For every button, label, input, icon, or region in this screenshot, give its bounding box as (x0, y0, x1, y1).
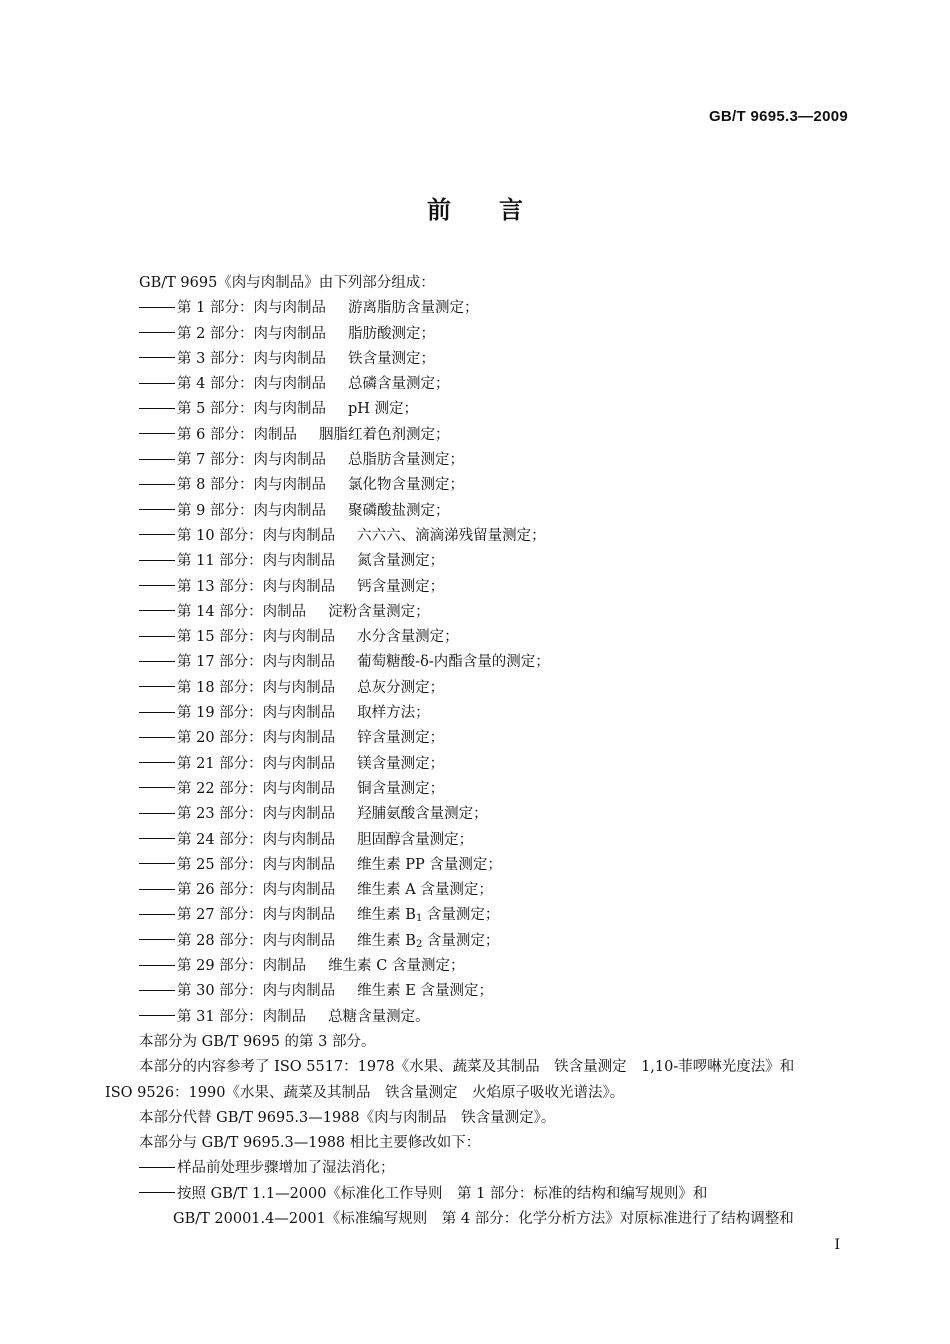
part-topic: 水分含量测定； (357, 629, 459, 646)
part-item (105, 929, 850, 954)
em-dash (139, 737, 175, 738)
em-dash (139, 838, 175, 839)
part-label: 第 14 部分：肉制品 (177, 603, 307, 620)
part-label: 第 25 部分：肉与肉制品 (177, 856, 336, 873)
em-dash (139, 939, 175, 940)
part-item (105, 828, 850, 853)
part-item (105, 1005, 850, 1030)
part-label: 第 20 部分：肉与肉制品 (177, 730, 336, 747)
change-item: 按照 GB/T 1.1—2000《标准化工作导则 第 1 部分：标准的结构和编写规则》和 (105, 1182, 850, 1207)
em-dash (139, 762, 175, 763)
em-dash (139, 914, 175, 915)
paragraph-replaces: 本部分代替 GB/T 9695.3—1988《肉与肉制品 铁含量测定》。 (139, 1109, 556, 1126)
part-topic: 维生素 E 含量测定； (357, 983, 493, 1000)
em-dash (139, 787, 175, 788)
part-topic: 氮含量测定； (357, 553, 445, 570)
em-dash (139, 534, 175, 535)
part-topic: 维生素 PP 含量测定； (357, 856, 502, 873)
part-label: 第 7 部分：肉与肉制品 (177, 452, 326, 469)
em-dash (139, 332, 175, 333)
em-dash (139, 484, 175, 485)
part-item (105, 296, 850, 321)
part-item (105, 347, 850, 372)
part-topic: 聚磷酸盐测定； (347, 502, 450, 519)
part-item (105, 878, 850, 903)
standard-code: GB/T 9695.3—2009 (708, 108, 848, 125)
part-label: 第 3 部分：肉与肉制品 (177, 350, 326, 367)
part-topic: 脂肪酸测定； (347, 325, 435, 342)
paragraph-part-number: 本部分为 GB/T 9695 的第 3 部分。 (139, 1033, 376, 1050)
part-item (105, 575, 850, 600)
part-label: 第 13 部分：肉与肉制品 (177, 578, 336, 595)
part-label: 第 26 部分：肉与肉制品 (177, 882, 336, 899)
change-item: 样品前处理步骤增加了湿法消化； (105, 1156, 850, 1181)
part-topic: 锌含量测定； (357, 730, 445, 747)
part-item (105, 499, 850, 524)
part-label: 第 24 部分：肉与肉制品 (177, 831, 336, 848)
em-dash (139, 1192, 175, 1193)
em-dash (139, 585, 175, 586)
part-topic: pH 测定； (347, 401, 418, 418)
part-topic: 胆固醇含量测定； (357, 831, 474, 848)
em-dash (139, 661, 175, 662)
paragraph-changes-intro: 本部分与 GB/T 9695.3—1988 相比主要修改如下： (139, 1135, 481, 1152)
em-dash (139, 307, 175, 308)
intro-line: GB/T 9695《肉与肉制品》由下列部分组成： (139, 275, 435, 291)
part-item (105, 903, 850, 928)
part-item (105, 600, 850, 625)
part-topic: 镁含量测定； (357, 755, 445, 772)
part-topic: 钙含量测定； (357, 578, 445, 595)
part-item (105, 397, 850, 422)
part-topic: 胭脂红着色剂测定； (318, 426, 450, 443)
part-label: 第 6 部分：肉制品 (177, 426, 297, 443)
part-label: 第 27 部分：肉与肉制品 (177, 907, 336, 924)
part-item (105, 701, 850, 726)
em-dash (139, 990, 175, 991)
part-topic: 游离脂肪含量测定； (347, 300, 479, 317)
part-item (105, 777, 850, 802)
part-label: 第 21 部分：肉与肉制品 (177, 755, 336, 772)
part-label: 第 30 部分：肉与肉制品 (177, 983, 336, 1000)
part-topic: 取样方法； (357, 705, 430, 722)
part-topic: 氯化物含量测定； (347, 477, 464, 494)
part-item (105, 676, 850, 701)
part-label: 第 10 部分：肉与肉制品 (177, 527, 336, 544)
part-item (105, 322, 850, 347)
em-dash (139, 686, 175, 687)
part-label: 第 19 部分：肉与肉制品 (177, 705, 336, 722)
part-topic: 总磷含量测定； (347, 376, 450, 393)
part-label: 第 2 部分：肉与肉制品 (177, 325, 326, 342)
em-dash (139, 357, 175, 358)
part-item (105, 650, 850, 675)
part-item (105, 752, 850, 777)
part-topic: 总脂肪含量测定； (347, 452, 464, 469)
part-label: 第 4 部分：肉与肉制品 (177, 376, 326, 393)
page-number: I (834, 1237, 840, 1253)
part-topic: 总灰分测定； (357, 679, 445, 696)
part-topic: 铜含量测定； (357, 780, 445, 797)
part-label: 第 28 部分：肉与肉制品 (177, 932, 336, 949)
part-topic: 维生素 A 含量测定； (357, 882, 493, 899)
part-label: 第 15 部分：肉与肉制品 (177, 629, 336, 646)
em-dash (139, 509, 175, 510)
em-dash (139, 560, 175, 561)
part-topic: 羟脯氨酸含量测定； (357, 806, 488, 823)
em-dash (139, 610, 175, 611)
em-dash (139, 889, 175, 890)
paragraph-reference-line2: ISO 9526：1990《水果、蔬菜及其制品 铁含量测定 火焰原子吸收光谱法》。 (105, 1084, 625, 1101)
part-item (105, 954, 850, 979)
part-item (105, 726, 850, 751)
part-item (105, 448, 850, 473)
em-dash (139, 965, 175, 966)
em-dash (139, 408, 175, 409)
part-label: 第 31 部分：肉制品 (177, 1008, 307, 1025)
part-label: 第 29 部分：肉制品 (177, 958, 307, 975)
part-item (105, 979, 850, 1004)
em-dash (139, 1167, 175, 1168)
em-dash (139, 383, 175, 384)
em-dash (139, 433, 175, 434)
part-item (105, 524, 850, 549)
part-label: 第 18 部分：肉与肉制品 (177, 679, 336, 696)
part-item (105, 549, 850, 574)
em-dash (139, 863, 175, 864)
part-item (105, 372, 850, 397)
em-dash (139, 636, 175, 637)
part-label: 第 1 部分：肉与肉制品 (177, 300, 326, 317)
part-topic: 总糖含量测定。 (328, 1008, 430, 1025)
part-topic: 维生素 $B_2$ 含量测定； (357, 932, 500, 950)
part-label: 第 9 部分：肉与肉制品 (177, 502, 326, 519)
paragraph-reference-line1: 本部分的内容参考了 ISO 5517：1978《水果、蔬菜及其制品 铁含量测定 1,10-菲啰啉光度法》和 (139, 1059, 795, 1076)
part-topic: 铁含量测定； (347, 350, 435, 367)
part-label: 第 23 部分：肉与肉制品 (177, 806, 336, 823)
part-item (105, 625, 850, 650)
change-item-continuation: GB/T 20001.4—2001《标准编写规则 第 4 部分：化学分析方法》对原标准进行了结构调整和 (173, 1210, 794, 1227)
part-item (105, 423, 850, 448)
part-topic: 维生素 C 含量测定； (328, 958, 465, 975)
parts-list (105, 296, 850, 1030)
em-dash (139, 813, 175, 814)
em-dash (139, 712, 175, 713)
page-title: 前言 (427, 196, 571, 224)
part-item (105, 802, 850, 827)
part-item (105, 853, 850, 878)
part-topic: 维生素 $B_1$ 含量测定； (357, 907, 500, 925)
part-topic: 六六六、滴滴涕残留量测定； (357, 527, 546, 544)
preface-body (105, 271, 850, 1232)
part-topic: 葡萄糖酸-δ-内酯含量的测定； (357, 654, 550, 671)
part-item (105, 473, 850, 498)
part-label: 第 5 部分：肉与肉制品 (177, 401, 326, 418)
part-topic: 淀粉含量测定； (328, 603, 430, 620)
part-label: 第 11 部分：肉与肉制品 (177, 553, 336, 570)
em-dash (139, 459, 175, 460)
part-label: 第 8 部分：肉与肉制品 (177, 477, 326, 494)
part-label: 第 17 部分：肉与肉制品 (177, 654, 336, 671)
part-label: 第 22 部分：肉与肉制品 (177, 780, 336, 797)
em-dash (139, 1015, 175, 1016)
